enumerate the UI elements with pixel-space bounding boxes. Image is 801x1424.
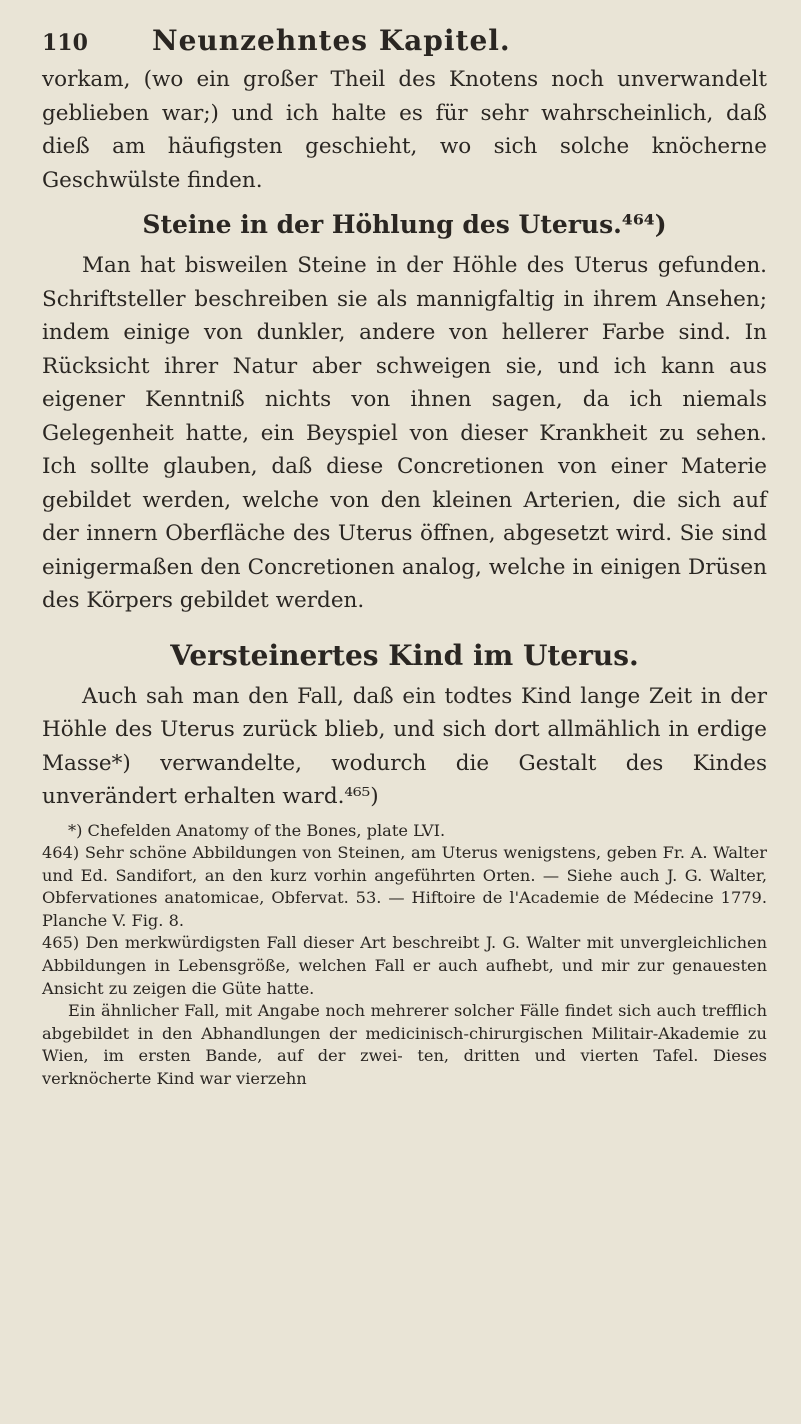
- intro-paragraph: vorkam, (wo ein großer Theil des Knotens noch unverwandelt geblieben war;) und ich halte es für sehr wahrscheinlich, daß dieß am häufigsten geschieht, wo sich solche knöcherne Geschwülste finden.: [42, 67, 767, 193]
- footnotes: [42, 820, 767, 1091]
- section-paragraph-petrified-child: Auch sah man den Fall, daß ein todtes Kind lange Zeit in der Höhle des Uterus zurück blieb, und sich dort allmählich in erdige Masse*) verwandelte, wodurch die Gestalt des Kindes unverändert erhalten ward.⁴⁶⁵): [42, 683, 767, 809]
- section-heading-petrified-child: Versteinertes Kind im Uterus.: [170, 638, 639, 672]
- running-head: Neunzehntes Kapitel.: [152, 24, 511, 57]
- page-number: 110: [42, 30, 88, 56]
- footnote-465: 465) Den merkwürdigsten Fall dieser Art beschreibt J. G. Walter mit unvergleichlichen Abbildungen in Lebensgröße, welchen Fall er auch aufhebt, und mir zur genauesten Ansicht zu zeigen die Güte hatte.: [42, 933, 767, 998]
- section-heading-stones: Steine in der Höhlung des Uterus.⁴⁶⁴): [142, 210, 667, 239]
- footnote-464: 464) Sehr schöne Abbildungen von Steinen, am Uterus wenigstens, geben Fr. A. Walter und Ed. Sandifort, an den kurz vorhin angeführten Orten. — Siehe auch J. G. Walter, Obfervationes anatomicae, Obfervat. 53. — Hiftoire de l'Academie de Médecine 1779. Planche V. Fig. 8.: [42, 843, 767, 930]
- footnote-star: *) Chefelden Anatomy of the Bones, plate LVI.: [68, 820, 446, 840]
- page-header: [42, 24, 767, 57]
- footnote-465-continued: Ein ähnlicher Fall, mit Angabe noch mehrerer solcher Fälle findet sich auch trefflich abgebildet in den Abhandlungen der medicinisch-chirurgischen Militair-Akademie zu Wien, im ersten Bande, auf der zwei- ten, dritten und vierten Tafel. Dieses verknöcherte Kind war vierzehn: [42, 1001, 767, 1089]
- section-paragraph-stones: Man hat bisweilen Steine in der Höhle des Uterus gefunden. Schriftsteller beschreiben sie als mannigfaltig in ihrem Ansehen; indem einige von dunkler, andere von hellerer Farbe sind. In Rücksicht ihrer Natur aber schweigen sie, und ich kann aus eigener Kenntniß nichts von ihnen sagen, da ich niemals Gelegenheit hatte, ein Beyspiel von dieser Krankheit zu sehen. Ich sollte glauben, daß diese Concretionen von einer Materie gebildet werden, welche von den kleinen Arterien, die sich auf der innern Oberfläche des Uterus öffnen, abgesetzt wird. Sie sind einigermaßen den Concretionen analog, welche in einigen Drüsen des Körpers gebildet werden.: [42, 253, 767, 613]
